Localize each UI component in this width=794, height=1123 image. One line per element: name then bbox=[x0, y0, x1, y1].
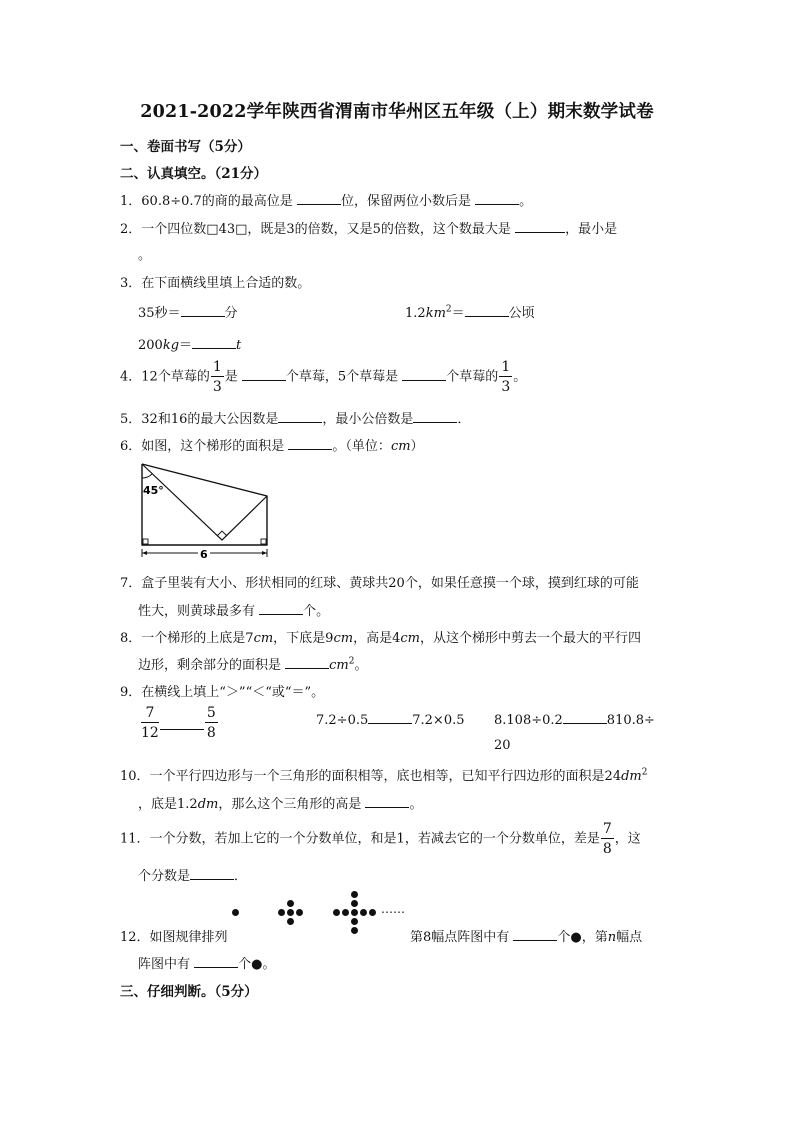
section-2-heading: 二、认真填空。（21分） bbox=[120, 166, 268, 182]
question-10: 10．一个平行四边形与一个三角形的面积相等，底也相等，已知平行四边形的面积是$24dm^2$ bbox=[120, 767, 648, 784]
dot bbox=[351, 918, 358, 925]
dot bbox=[351, 927, 358, 934]
fraction: $\frac{7}{12}$ bbox=[141, 705, 159, 741]
question-6: 6．如图，这个梯形的面积是 。（单位：cm） bbox=[120, 439, 424, 454]
ellipsis: …… bbox=[381, 902, 405, 916]
fraction: $\frac{7}{8}$ bbox=[602, 821, 612, 857]
answer-blank[interactable] bbox=[365, 795, 409, 808]
question-10-cont: ，底是1.2dm，那么这个三角形的高是 。 bbox=[138, 797, 423, 812]
question-2-cont: 。 bbox=[138, 248, 152, 263]
question-1: 1．60.8÷0.7的商的最高位是 位，保留两位小数后是 。 bbox=[120, 194, 533, 209]
question-9c-cont: 20 bbox=[494, 738, 511, 753]
answer-blank[interactable] bbox=[285, 656, 329, 669]
question-5: 5．32和16的最大公因数是 ，最小公倍数是 ． bbox=[120, 412, 471, 427]
dot bbox=[287, 909, 294, 916]
dot bbox=[278, 909, 285, 916]
question-11-cont: 个分数是 ． bbox=[138, 869, 248, 884]
section-1-heading: 一、卷面书写（5分） bbox=[120, 139, 251, 155]
section-3-heading: 三、仔细判断。（5分） bbox=[120, 984, 258, 1000]
question-3: 3．在下面横线里填上合适的数。 bbox=[120, 276, 311, 291]
question-12-cont: 阵图中有 个●。 bbox=[138, 957, 276, 972]
answer-blank[interactable] bbox=[278, 410, 322, 423]
page-title: 2021-2022学年陕西省渭南市华州区五年级（上）期末数学试卷 bbox=[140, 102, 654, 122]
dot bbox=[232, 909, 239, 916]
question-2: 2．一个四位数□43□，既是3的倍数，又是5的倍数，这个数最大是 ，最小是 bbox=[120, 222, 618, 237]
trapezoid-figure bbox=[132, 458, 277, 566]
answer-blank[interactable] bbox=[465, 304, 509, 317]
question-4: 4．12个草莓的 $\frac{1}{3}$ 是 个草莓，5个草莓是 个草莓的 $\frac{1}{3}$ 。 bbox=[120, 359, 527, 395]
dot bbox=[287, 900, 294, 907]
answer-blank[interactable] bbox=[513, 928, 557, 941]
question-8-cont: 边形，剩余部分的面积是 $cm^2$。 bbox=[138, 656, 368, 673]
answer-blank[interactable] bbox=[190, 867, 234, 880]
answer-blank[interactable] bbox=[160, 717, 204, 730]
answer-blank[interactable] bbox=[515, 220, 565, 233]
answer-blank[interactable] bbox=[563, 711, 607, 724]
answer-blank[interactable] bbox=[288, 437, 332, 450]
answer-blank[interactable] bbox=[181, 304, 225, 317]
question-9b: 7.2÷0.5 7.2×0.5 bbox=[316, 713, 465, 728]
fraction: $\frac{5}{8}$ bbox=[206, 705, 216, 741]
question-3b: $1.2km^2=$ 公顷 bbox=[405, 304, 535, 321]
question-12-right: 第8幅点阵图中有 个●，第n幅点 bbox=[410, 930, 643, 945]
answer-blank[interactable] bbox=[242, 368, 286, 381]
fraction: $\frac{1}{3}$ bbox=[501, 359, 511, 395]
fraction: $\frac{1}{3}$ bbox=[212, 359, 222, 395]
answer-blank[interactable] bbox=[297, 192, 341, 205]
dot bbox=[360, 909, 367, 916]
answer-blank[interactable] bbox=[194, 955, 238, 968]
question-7: 7．盒子里装有大小、形状相同的红球、黄球共20个，如果任意摸一个球，摸到红球的可能 bbox=[120, 576, 639, 591]
dot bbox=[369, 909, 376, 916]
base-label: 6 bbox=[200, 548, 208, 561]
answer-blank[interactable] bbox=[402, 368, 446, 381]
angle-label: 45° bbox=[143, 484, 164, 497]
question-12: 12．如图规律排列 bbox=[120, 930, 228, 945]
question-3c: 200kg＝ t bbox=[138, 338, 242, 353]
question-8: 8．一个梯形的上底是7cm，下底是9cm，高是4cm，从这个梯形中剪去一个最大的平行四 bbox=[120, 631, 641, 646]
question-11: 11．一个分数，若加上它的一个分数单位，和是1，若减去它的一个分数单位，差是 $\frac{7}{8}$ ，这 bbox=[120, 821, 641, 857]
question-9a bbox=[140, 706, 219, 740]
answer-blank[interactable] bbox=[475, 192, 519, 205]
dot bbox=[287, 918, 294, 925]
dot bbox=[351, 909, 358, 916]
question-7-cont: 性大，则黄球最多有 个。 bbox=[138, 604, 330, 619]
question-3a: 35秒＝ 分 bbox=[138, 306, 238, 321]
answer-blank[interactable] bbox=[259, 602, 303, 615]
dot bbox=[296, 909, 303, 916]
question-9c: 8.108÷0.2 810.8÷ bbox=[494, 713, 655, 728]
dot bbox=[351, 891, 358, 898]
answer-blank[interactable] bbox=[413, 410, 457, 423]
question-9: 9．在横线上填上“＞”“＜“或“＝”。 bbox=[120, 685, 325, 700]
dot bbox=[342, 909, 349, 916]
dot bbox=[333, 909, 340, 916]
answer-blank[interactable] bbox=[192, 336, 236, 349]
answer-blank[interactable] bbox=[368, 711, 412, 724]
dot bbox=[351, 900, 358, 907]
